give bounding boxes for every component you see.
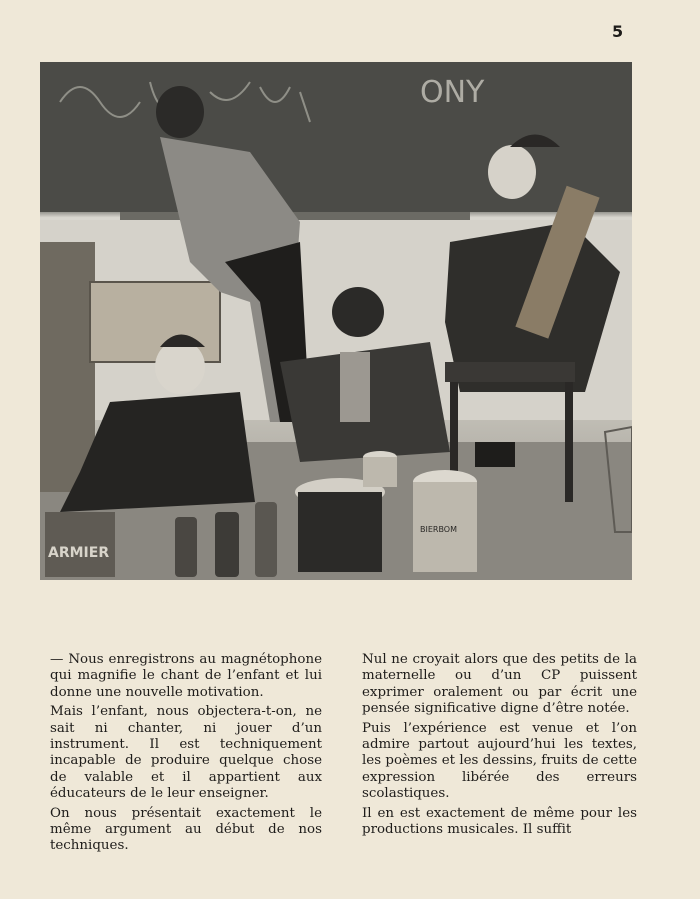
drum-right (413, 470, 477, 572)
paragraph: Puis l’expérience est venue et l’on admire partout aujourd’hui les textes, les poèmes et les dessins, fruits de cette expression libérée des erreurs scolastiques. (362, 720, 637, 802)
crate-sign: ARMIER (48, 545, 110, 561)
text-column-right (362, 652, 637, 841)
photo-illustration (40, 62, 632, 580)
chalkboard-writing: ONY (420, 75, 485, 110)
paragraph: — Nous enregistrons au magnétophone qui magnifie le chant de l’enfant et lui donne une nouvelle motivation. (50, 652, 322, 700)
text-column-left (50, 652, 322, 858)
drum-left (295, 478, 385, 572)
paragraph: Il en est exactement de même pour les productions musicales. Il suffit (362, 805, 637, 838)
photograph-children-making-music (40, 62, 632, 580)
can-label: BIERBOM (420, 525, 458, 534)
page-number: 5 (612, 22, 624, 41)
paragraph: On nous présentait exactement le même argument au début de nos techniques. (50, 805, 322, 854)
paragraph: Mais l’enfant, nous objectera-t-on, ne sait ni chanter, ni jouer d’un instrument. Il est techniquement incapable de produire quelque chose de valable et il appartient aux éducateurs de le leur enseigner. (50, 704, 322, 802)
wooden-crate (90, 282, 220, 362)
paragraph: Nul ne croyait alors que des petits de la maternelle ou d’un CP puissent exprimer oralement ou par écrit une pensée significative digne d’être notée. (362, 652, 637, 717)
